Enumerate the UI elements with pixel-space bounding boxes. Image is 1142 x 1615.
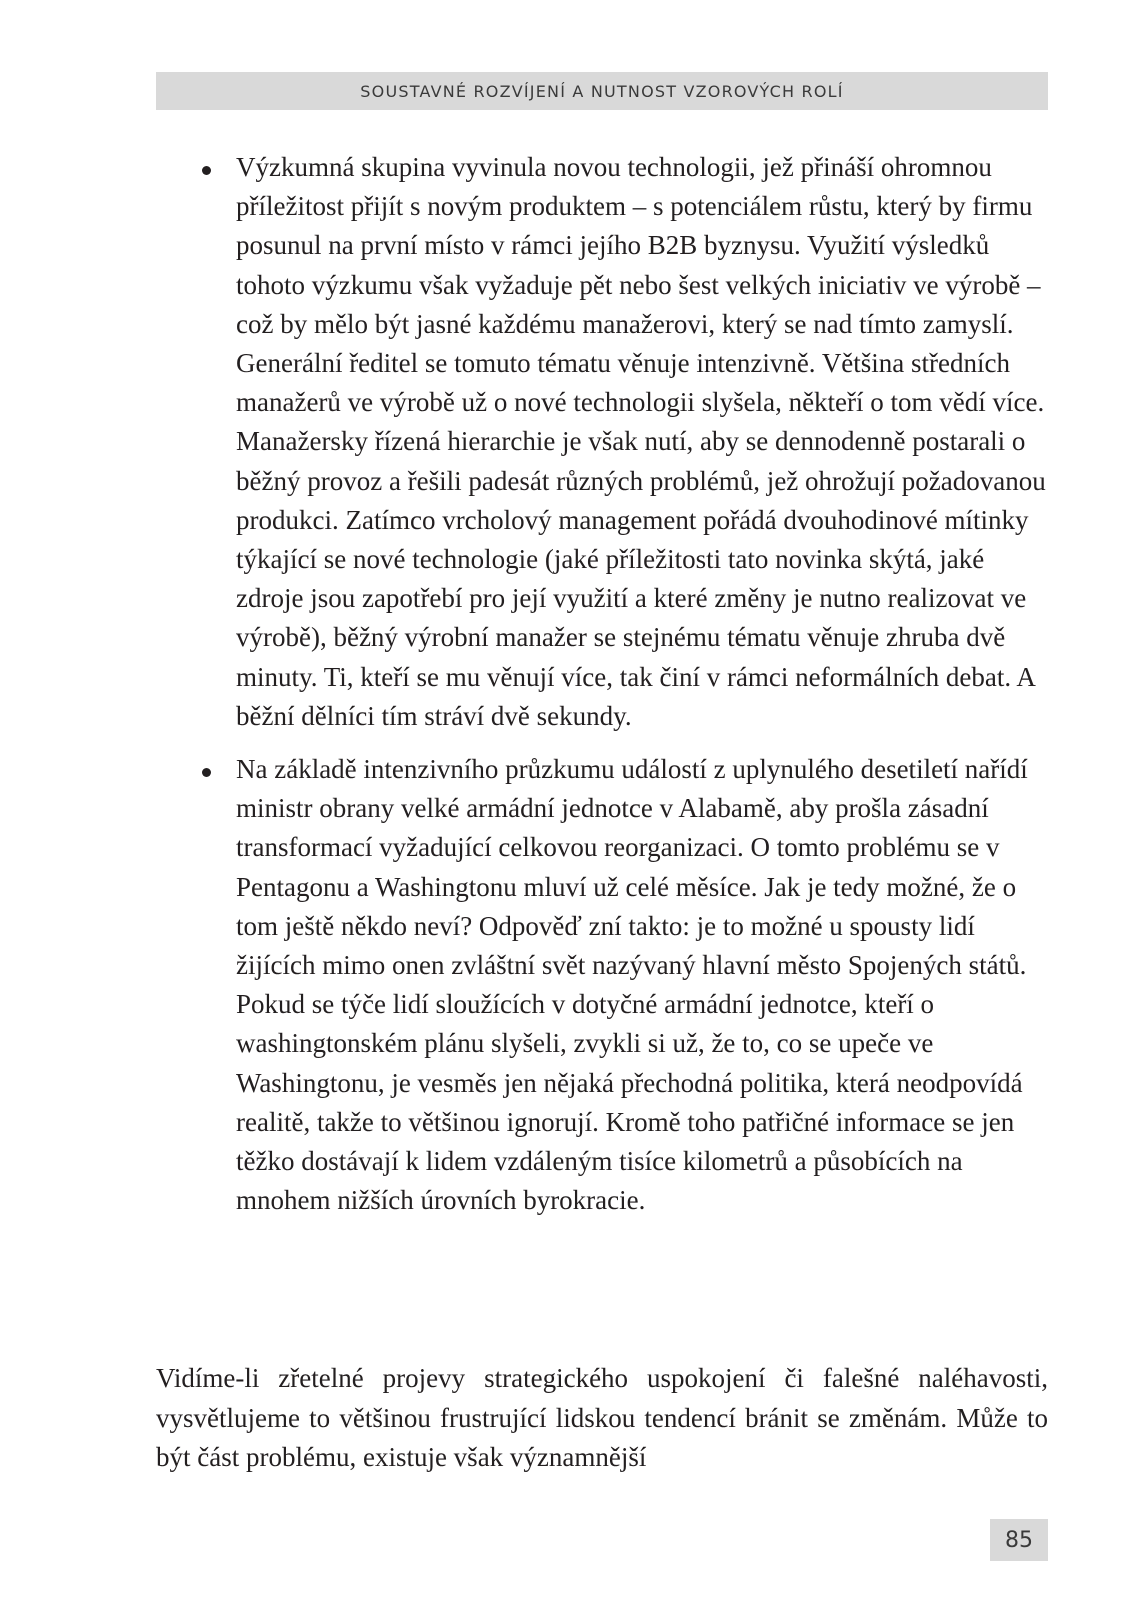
bullet-item bbox=[156, 750, 1048, 1220]
bullet-list bbox=[156, 148, 1048, 1234]
bullet-text: Výzkumná skupina vyvinula novou technologii, jež přináší ohromnou příležitost přijít s novým produktem – s potenciálem růstu, který by firmu posunul na první místo v rámci jejího B2B byznysu. Využití výsledků tohoto výzkumu však vyžaduje pět nebo šest velkých iniciativ ve výrobě – což by mělo být jasné každému manažerovi, který se nad tímto zamyslí. Generální ředitel se tomuto tématu věnuje intenzivně. Většina středních manažerů ve výrobě už o nové technologii slyšela, někteří o tom vědí více. Manažersky řízená hierarchie je však nutí, aby se dennodenně postarali o běžný provoz a řešili padesát různých problémů, jež ohrožují požadovanou produkci. Zatímco vrcholový management pořádá dvouhodinové mítinky týkající se nové technologie (jaké příležitosti tato novinka skýtá, jaké zdroje jsou zapotřebí pro její využití a které změny je nutno realizovat ve výrobě), běžný výrobní manažer se stejnému tématu věnuje zhruba dvě minuty. Ti, kteří se mu věnují více, tak činí v rámci neformálních debat. A běžní dělníci tím stráví dvě sekundy. bbox=[236, 152, 1046, 731]
bullet-dot-icon bbox=[202, 166, 211, 175]
bullet-item bbox=[156, 148, 1048, 736]
page-number: 85 bbox=[1005, 1527, 1033, 1553]
bullet-text: Na základě intenzivního průzkumu událostí z uplynulého desetiletí nařídí ministr obrany velké armádní jednotce v Alabamě, aby prošla zásadní transformací vyžadující celkovou reorganizaci. O tomto problému se v Pentagonu a Washingtonu mluví už celé měsíce. Jak je tedy možné, že o tom ještě někdo neví? Odpověď zní takto: je to možné u spousty lidí žijících mimo onen zvláštní svět nazývaný hlavní město Spojených států. Pokud se týče lidí sloužících v dotyčné armádní jednotce, kteří o washingtonském plánu slyšeli, zvykli si už, že to, co se upeče ve Washingtonu, je vesměs jen nějaká přechodná politika, která neodpovídá realitě, takže to většinou ignorují. Kromě toho patřičné informace se jen těžko dostávají k lidem vzdáleným tisíce kilometrů a působících na mnohem nižších úrovních byrokracie. bbox=[236, 754, 1028, 1216]
running-title: SOUSTAVNÉ ROZVÍJENÍ A NUTNOST VZOROVÝCH ROLÍ bbox=[360, 81, 844, 101]
running-header bbox=[156, 72, 1048, 110]
page-number-box bbox=[990, 1519, 1048, 1561]
body-paragraph: Vidíme-li zřetelné projevy strategického uspokojení či falešné naléhavosti, vysvětlujeme to většinou frustrující lidskou tendencí bránit se změnám. Může to být část problému, existuje však významnější bbox=[156, 1363, 1048, 1472]
bullet-dot-icon bbox=[202, 768, 211, 777]
